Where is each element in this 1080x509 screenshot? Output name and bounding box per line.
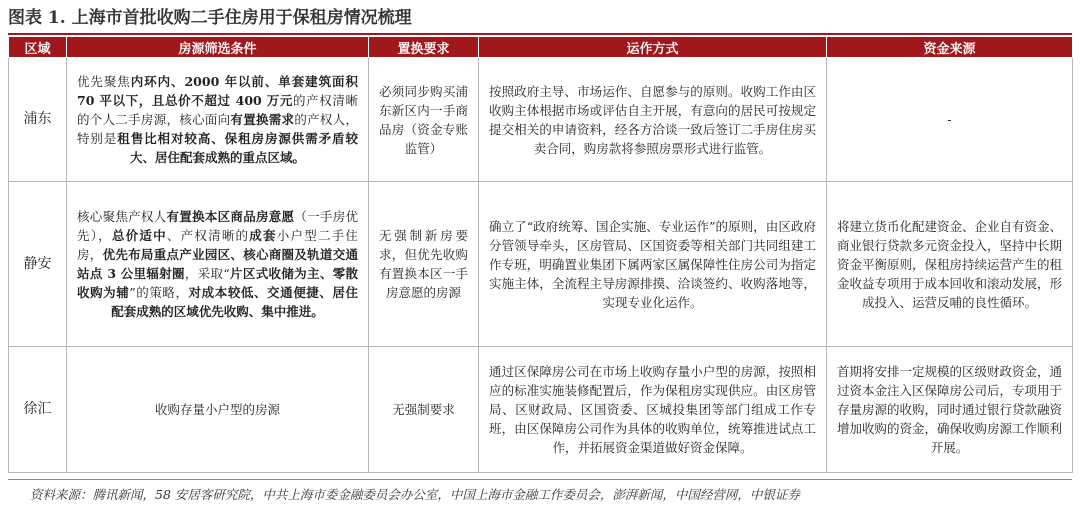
operation-cell: 确立了“政府统筹、国企实施、专业运作”的原则，由区政府分管领导牵头，区房管局、区国资委等相关部门共同组建工作专班，明确置业集团下属两家区属保障性住房公司为指定实施主体，全流程主导房源排摸、洽谈签约、收购落地等，实现专业化运作。	[479, 182, 827, 347]
criteria-text: ”的策略，	[129, 285, 189, 300]
funding-cell: 将建立货币化配建资金、企业自有资金、商业银行贷款多元资金投入，坚持中长期资金平衡原则，保租房持续运营产生的租金收益专项用于成本回收和滚动发展，形成投入、运营反哺的良性循环。	[827, 182, 1073, 347]
criteria-text: 的产权人，特别是	[77, 112, 358, 146]
criteria-emphasis: 总价适中	[111, 228, 167, 243]
operation-cell: 按照政府主导、市场运作、自愿参与的原则。收购工作由区收购主体根据市场或评估自主开展，有意向的居民可按规定提交相关的申请资料，经各方洽谈一致后签订二手房住房买卖合同，购房款将参照房票形式进行监管。	[479, 58, 827, 182]
policy-table	[8, 36, 1073, 473]
criteria-text: 核心聚焦产权人	[77, 209, 167, 224]
funding-cell: -	[827, 58, 1073, 182]
title-divider	[8, 33, 1072, 35]
criteria-text: 优先聚焦	[77, 74, 131, 89]
criteria-emphasis: 片区式收储为主、零散收购为辅	[77, 266, 358, 300]
header-row	[9, 37, 1073, 58]
criteria-text: 收购存量小户型的房源	[154, 402, 280, 417]
criteria-text: 小户型二手住房，	[77, 228, 358, 262]
replacement-cell: 无强制新房要求，但优先收购有置换本区一手房意愿的房源	[369, 182, 479, 347]
header-operation: 运作方式	[479, 37, 827, 58]
replacement-cell: 无强制要求	[369, 347, 479, 473]
criteria-text: （一手房优先），	[77, 209, 358, 243]
replacement-cell: 必须同步购买浦东新区内一手商品房（资金专账监管）	[369, 58, 479, 182]
region-cell: 浦东	[9, 58, 67, 182]
figure-title: 图表 1. 上海市首批收购二手住房用于保租房情况梳理	[8, 8, 412, 28]
criteria-text: ，采取“	[184, 266, 230, 281]
header-region: 区域	[9, 37, 67, 58]
criteria-emphasis: 优先布局重点产业园区、核心商圈及轨道交通站点 3 公里辐射圈	[77, 247, 358, 281]
criteria-text: 、产权清晰的	[166, 228, 250, 243]
criteria-emphasis: 有置换需求	[230, 112, 295, 127]
criteria-cell	[67, 347, 369, 473]
source-divider	[8, 479, 1072, 480]
header-funding: 资金来源	[827, 37, 1073, 58]
table-row-xuhui	[9, 347, 1073, 473]
header-replacement: 置换要求	[369, 37, 479, 58]
criteria-emphasis: 租售比相对较高、保租房房源供需矛盾较大、居住配套成熟的重点区域。	[117, 131, 358, 165]
criteria-text: 的产权清晰的个人二手房源，核心面向	[77, 93, 358, 127]
criteria-emphasis: 内环内、2000 年以前、单套建筑面积 70 平以下，且总价不超过 400 万元	[77, 74, 358, 108]
criteria-cell	[67, 58, 369, 182]
funding-cell: 首期将安排一定规模的区级财政资金，通过资本金注入区保障房公司后，专项用于存量房源的收购，同时通过银行贷款融资增加收购的资金，确保收购房源工作顺利开展。	[827, 347, 1073, 473]
operation-cell: 通过区保障房公司在市场上收购存量小户型的房源，按照相应的标准实施装修配置后，作为保租房实现供应。由区房管局、区财政局、区国资委、区城投集团等部门组成工作专班，由区保障房公司作为具体的收购单位，统筹推进试点工作，并拓展资金渠道做好资金保障。	[479, 347, 827, 473]
region-cell: 静安	[9, 182, 67, 347]
criteria-cell	[67, 182, 369, 347]
source-note: 资料来源：腾讯新闻，58 安居客研究院，中共上海市委金融委员会办公室，中国上海市金融工作委员会，澎湃新闻，中国经营网，中银证券	[30, 487, 800, 502]
region-cell: 徐汇	[9, 347, 67, 473]
table-row-jingan	[9, 182, 1073, 347]
header-criteria: 房源筛选条件	[67, 37, 369, 58]
criteria-emphasis: 有置换本区商品房意愿	[166, 209, 295, 224]
table-row-pudong	[9, 58, 1073, 182]
criteria-emphasis: 成套	[249, 228, 277, 243]
criteria-emphasis: 对成本较低、交通便捷、居住配套成熟的区域优先收购、集中推进。	[111, 285, 358, 319]
